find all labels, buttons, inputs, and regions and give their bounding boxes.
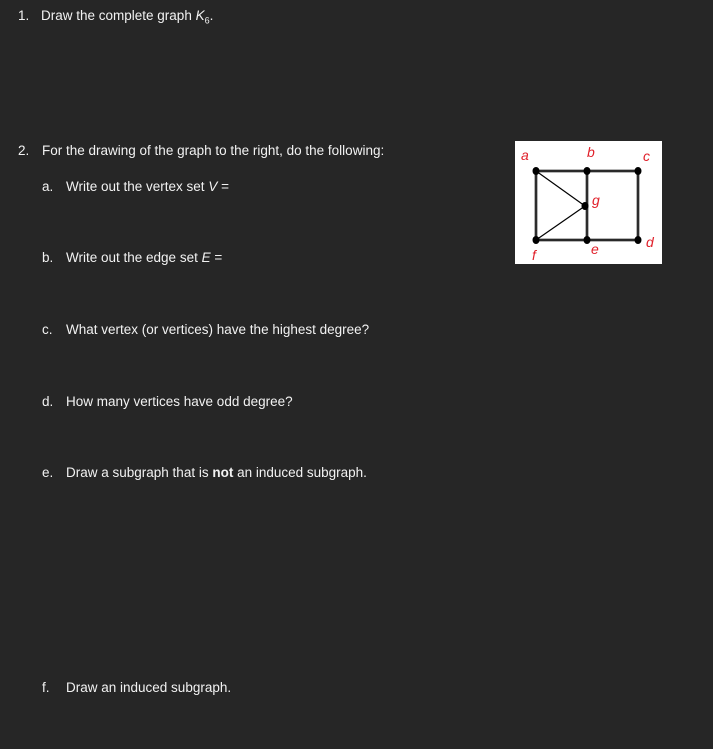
part-e-emphasis: not xyxy=(212,465,234,480)
part-e-text xyxy=(66,465,367,480)
vertex-label-c: c xyxy=(643,148,650,164)
part-a-equals: = xyxy=(217,179,229,194)
vertex-label-b: b xyxy=(587,144,595,160)
vertex-c xyxy=(635,167,642,175)
graph-drawing xyxy=(515,141,662,264)
vertex-b xyxy=(584,167,591,175)
part-b-equals: = xyxy=(210,250,223,265)
vertex-a xyxy=(533,167,540,175)
part-f-label: f. xyxy=(42,680,50,695)
edge-a-g xyxy=(536,171,585,206)
vertex-label-a: a xyxy=(521,147,529,163)
vertex-label-f: f xyxy=(532,247,536,263)
vertex-label-g: g xyxy=(592,192,600,208)
part-a-text xyxy=(66,179,229,194)
part-c-text: What vertex (or vertices) have the highest degree? xyxy=(66,322,370,337)
question-2-text: For the drawing of the graph to the right, do the following: xyxy=(42,143,385,158)
k-subscript: 6 xyxy=(204,15,210,26)
part-b-label: b. xyxy=(42,250,54,265)
part-d-text: How many vertices have odd degree? xyxy=(66,394,293,409)
part-a-prompt: Write out the vertex set xyxy=(66,179,209,194)
vertex-label-e: e xyxy=(591,241,599,257)
question-1-text xyxy=(41,8,213,26)
part-a-label: a. xyxy=(42,179,54,194)
graph-figure xyxy=(515,141,662,264)
question-1-number: 1. xyxy=(18,8,30,23)
vertex-d xyxy=(635,236,642,244)
vertex-set-variable: V xyxy=(208,179,218,194)
question-1-period: . xyxy=(209,8,214,23)
part-b-text xyxy=(66,250,222,265)
question-1-prompt: Draw the complete graph xyxy=(41,8,196,23)
part-e-prompt-end: an induced subgraph. xyxy=(233,465,367,480)
edge-f-g xyxy=(536,206,585,240)
vertex-g xyxy=(582,202,589,210)
part-c-label: c. xyxy=(42,322,53,337)
vertex-f xyxy=(533,236,540,244)
question-2-number: 2. xyxy=(18,143,30,158)
edge-set-variable: E xyxy=(201,250,211,265)
part-b-prompt: Write out the edge set xyxy=(66,250,202,265)
part-f-text: Draw an induced subgraph. xyxy=(66,680,232,695)
vertex-label-d: d xyxy=(646,234,654,250)
part-d-label: d. xyxy=(42,394,54,409)
part-e-prompt-start: Draw a subgraph that is xyxy=(66,465,213,480)
k-symbol: K xyxy=(195,8,205,23)
part-e-label: e. xyxy=(42,465,54,480)
vertex-e xyxy=(584,236,591,244)
